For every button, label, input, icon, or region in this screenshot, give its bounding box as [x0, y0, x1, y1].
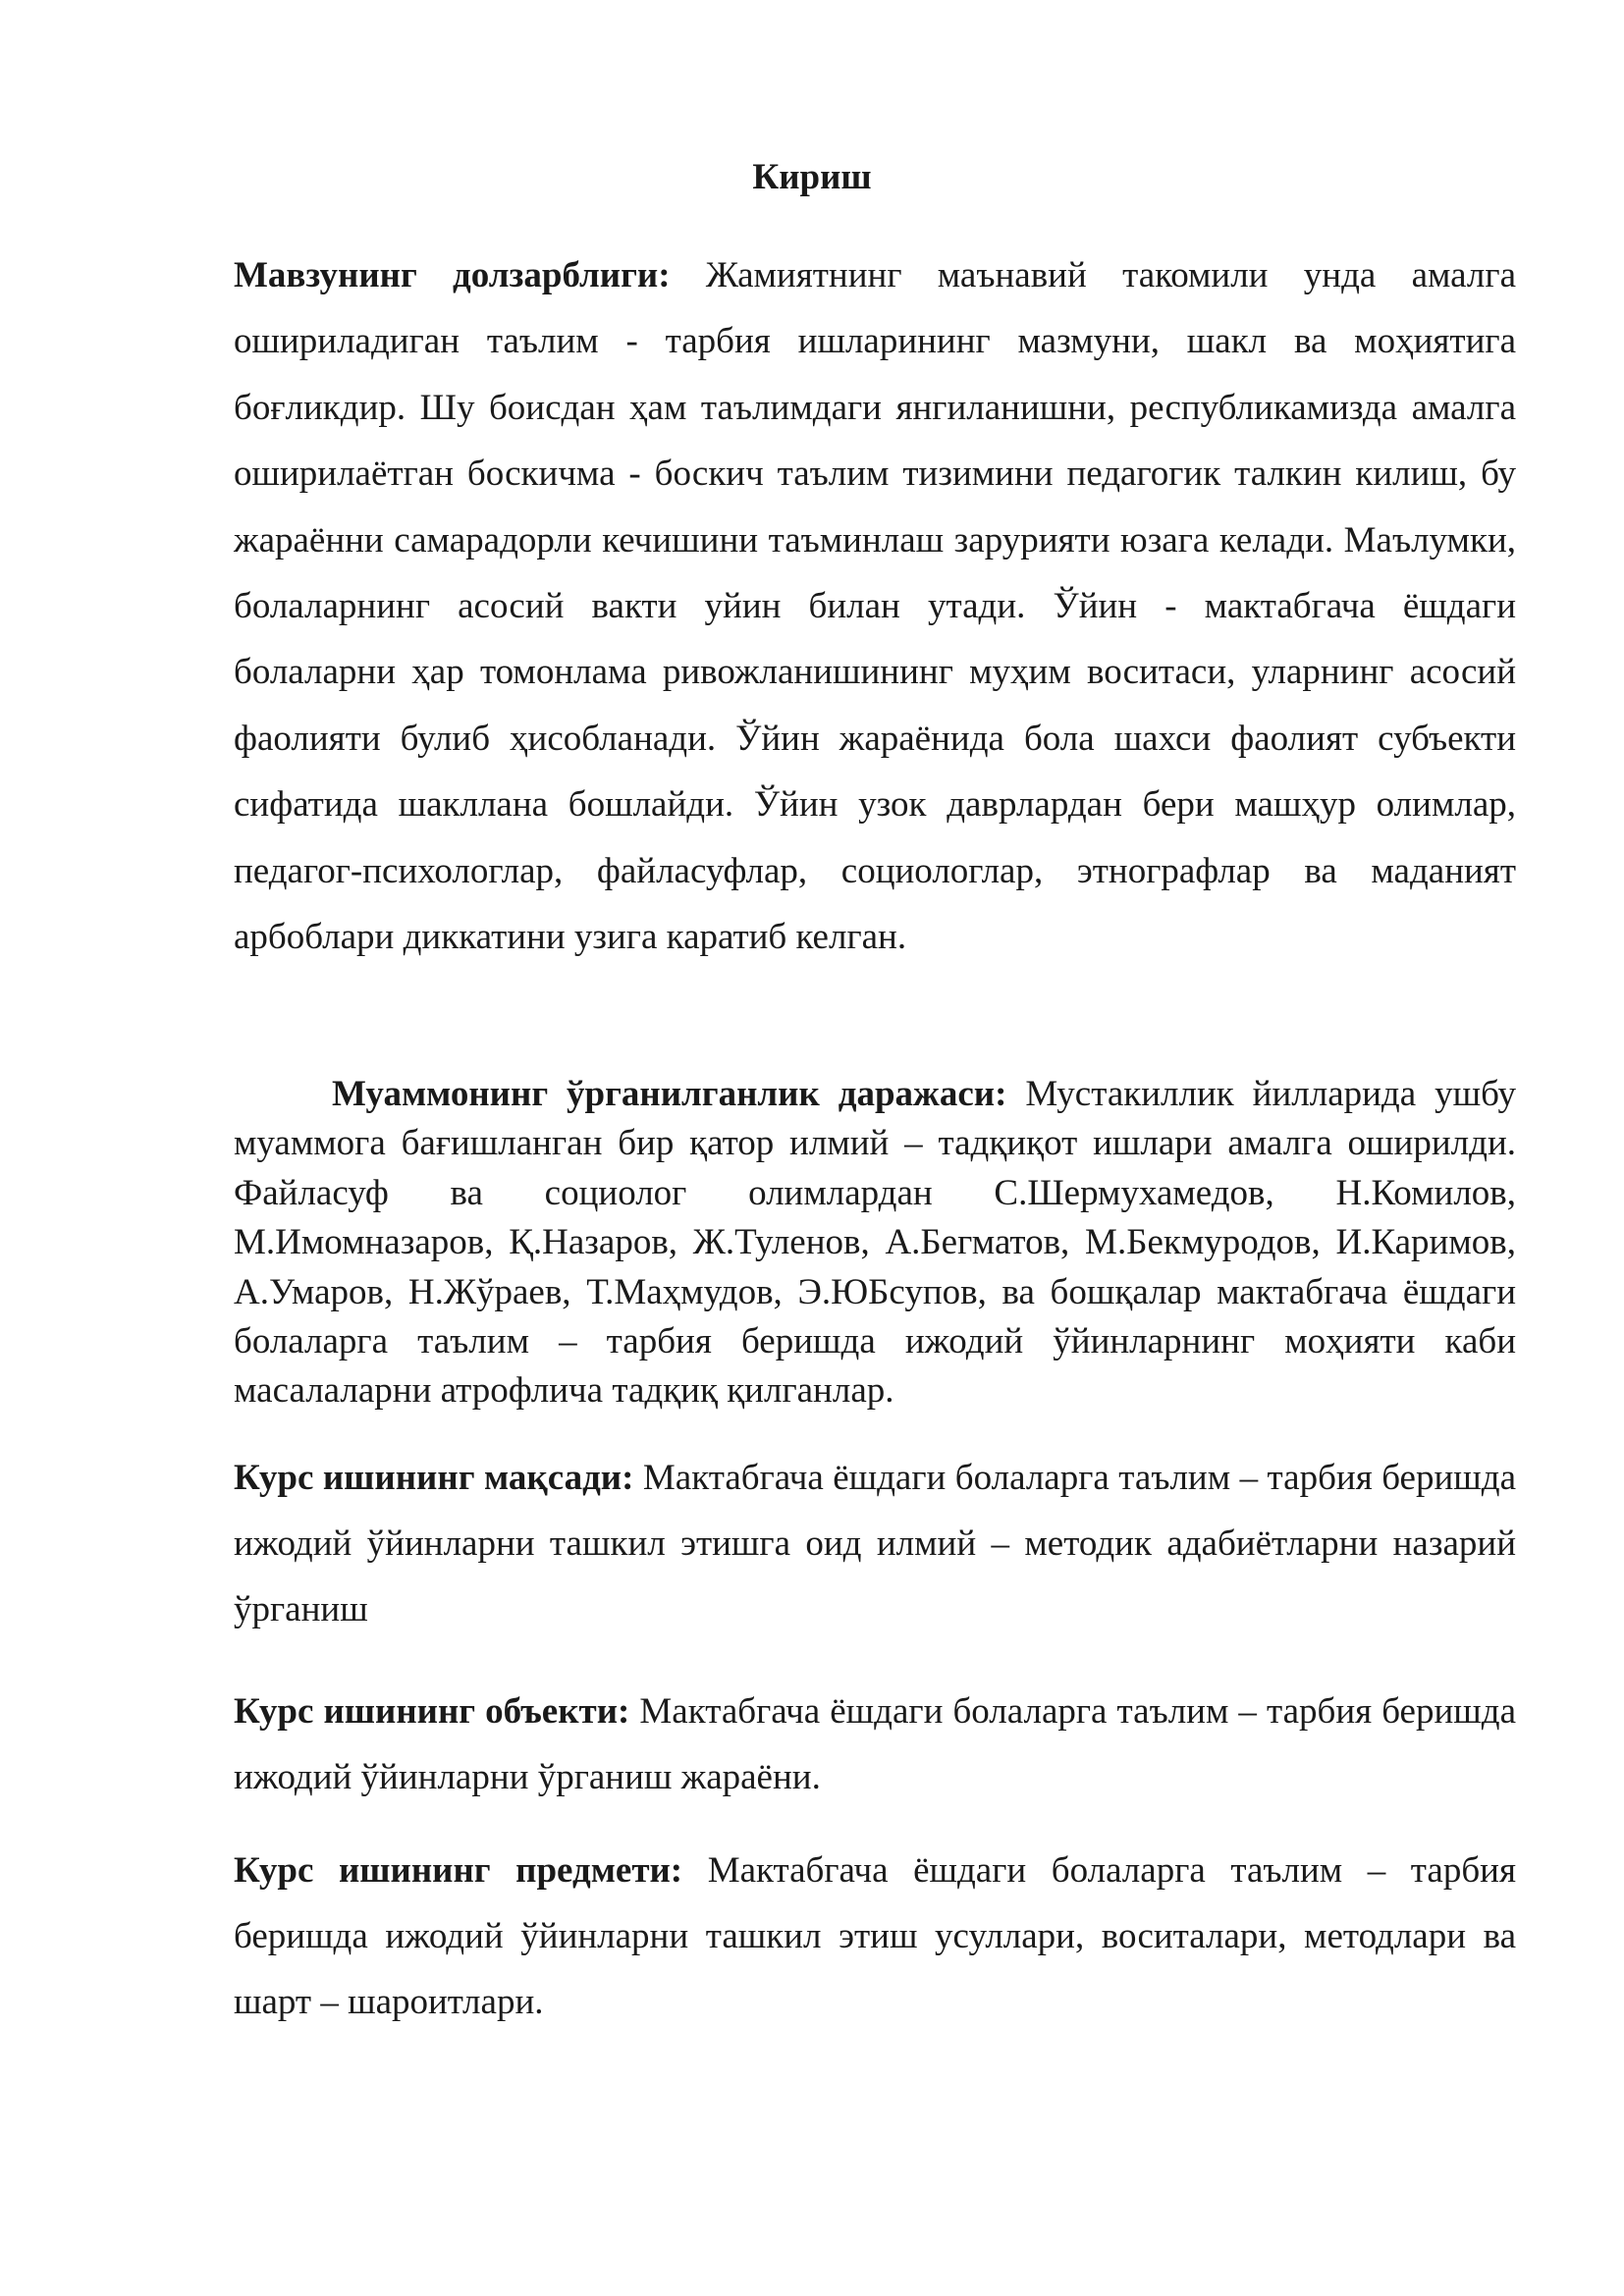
paragraph-research-degree [234, 1070, 1516, 1416]
paragraph-heading: Курс ишининг предмети: [234, 1850, 683, 1891]
paragraph-text: Мактабгача ёшдаги болаларга таълим – тарбия беришда ижодий ўйинларни ташкил этиш усуллари, воситалари, методлари ва шарт – шароитлари. [234, 1850, 1516, 2022]
paragraph-object [234, 1679, 1516, 1810]
page-title: Кириш [752, 157, 872, 197]
paragraph-text: Жамиятнинг маънавий такомили унда амалга ошириладиган таълим - тарбия ишларининг мазмуни, шакл ва моҳиятига боғликдир. Шу боисдан ҳам таълимдаги янгиланишни, республикамизда амалга оширилаётган боскичма - боскич таълим тизимини педагогик талкин килиш, бу жараённи самарадорли кечишини таъминлаш зарурияти юзага келади. Маълумки, болаларнинг асосий вакти уйин билан утади. Ўйин - мактабгача ёшдаги болаларни ҳар томонлама ривожланишининг муҳим воситаси, уларнинг асосий фаолияти булиб ҳисобланади. Ўйин жараёнида бола шахси фаолият субъекти сифатида шаклланa бошлайди. Ўйин узок даврлардан бери машҳур олимлар, педагог-психологлар, файласуфлар, социологлар, этнографлар ва маданият арбоблари диккатини узига каратиб келган. [234, 255, 1516, 958]
paragraph-text: Мактабгача ёшдаги болаларга таълим – тарбия беришда ижодий ўйинларни ўрганиш жараёни. [234, 1691, 1516, 1797]
paragraph-actuality [234, 242, 1516, 970]
paragraph-heading: Курс ишининг объекти: [234, 1691, 630, 1732]
paragraph-text: Мустакиллик йилларида ушбу муаммога бағишланган бир қатор илмий – тадқиқот ишлари амалга оширилди. Файласуф ва социолог олимлардан С.Шермухамедов, Н.Комилов, М.Имомназаров, Қ.Назаров, Ж.Туленов, А.Бегматов, М.Бекмуродов, И.Каримов, А.Умаров, Н.Жўраев, Т.Маҳмудов, Э.ЮБсупов, ва бошқалар мактабгача ёшдаги болаларга таълим – тарбия беришда ижодий ўйинларнинг моҳияти каби масалаларни атрофлича тадқиқ қилганлар. [234, 1074, 1516, 1412]
paragraph-subject [234, 1838, 1516, 2035]
paragraph-goal [234, 1445, 1516, 1642]
paragraph-heading: Мавзунинг долзарблиги: [234, 255, 671, 295]
paragraph-heading: Муаммонинг ўрганилганлик даражаси: [332, 1074, 1007, 1114]
paragraph-heading: Курс ишининг мақсади: [234, 1458, 634, 1498]
paragraph-text: Мактабгача ёшдаги болаларга таълим – тарбия беришда ижодий ўйинларни ташкил этишга оид илмий – методик адабиётларни назарий ўрганиш [234, 1458, 1516, 1629]
